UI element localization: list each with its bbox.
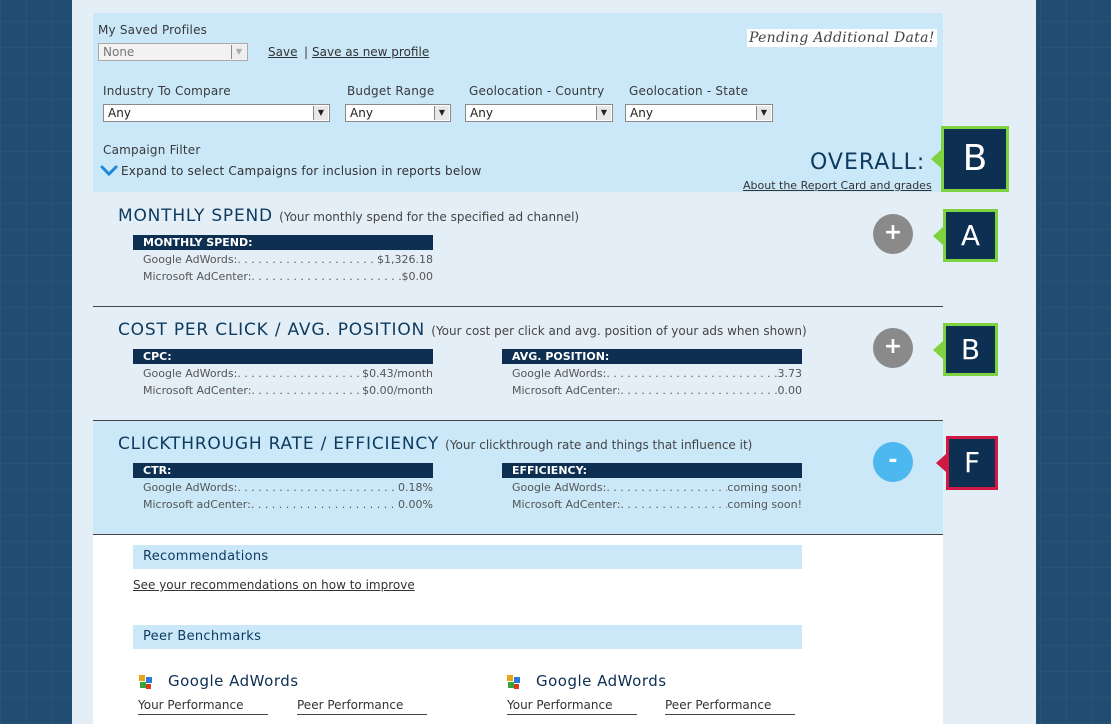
country-label: Geolocation - Country xyxy=(469,84,605,98)
cpc-header: CPC: xyxy=(133,349,433,364)
overall-grade-badge: B xyxy=(941,126,1009,192)
row-value: coming soon! xyxy=(727,481,802,494)
link-separator: | xyxy=(304,45,309,59)
row-value: coming soon! xyxy=(727,498,802,511)
row-label: Microsoft AdCenter: xyxy=(512,498,621,511)
budget-select[interactable] xyxy=(345,104,451,122)
google-adwords-icon xyxy=(506,674,522,690)
row-label: Microsoft AdCenter: xyxy=(512,384,621,397)
your-performance-header: Your Performance xyxy=(507,698,637,715)
right-background xyxy=(1036,0,1111,724)
chevron-down-icon: ▼ xyxy=(313,106,328,120)
expand-toggle-button[interactable]: + xyxy=(873,214,913,254)
cpc-grade-badge: B xyxy=(943,323,998,376)
peer-performance-header: Peer Performance xyxy=(297,698,427,715)
position-row-adcenter xyxy=(512,384,802,397)
avg-position-header: AVG. POSITION: xyxy=(502,349,802,364)
saved-profile-select[interactable] xyxy=(98,43,248,61)
benchmark-left-title: Google AdWords xyxy=(168,672,299,690)
state-value: Any xyxy=(630,106,653,120)
chevron-down-icon: ▼ xyxy=(596,106,611,120)
spend-row-adwords xyxy=(143,253,433,266)
chevron-down-icon: ▼ xyxy=(231,45,246,59)
collapse-toggle-button[interactable]: - xyxy=(873,442,913,482)
chevron-down-icon: ▼ xyxy=(434,106,449,120)
peer-performance-header: Peer Performance xyxy=(665,698,795,715)
peer-benchmarks-header: Peer Benchmarks xyxy=(133,625,802,649)
left-background xyxy=(0,0,72,724)
row-value: 0.00% xyxy=(398,498,433,511)
saved-profiles-label: My Saved Profiles xyxy=(98,23,208,37)
recommendations-header: Recommendations xyxy=(133,545,802,569)
row-value: 0.18% xyxy=(398,481,433,494)
efficiency-row-adwords xyxy=(512,481,802,494)
save-link[interactable]: Save xyxy=(268,45,298,59)
campaign-expand-link[interactable]: Expand to select Campaigns for inclusion in reports below xyxy=(121,164,482,178)
ctr-row-adcenter xyxy=(143,498,433,511)
google-adwords-icon xyxy=(138,674,154,690)
section-title xyxy=(118,434,752,454)
row-value: $0.00 xyxy=(401,270,433,283)
row-label: Google AdWords: xyxy=(143,253,238,266)
section-title xyxy=(118,320,807,340)
expand-chevron-icon[interactable] xyxy=(100,163,118,177)
position-row-adwords xyxy=(512,367,802,380)
ctr-header: CTR: xyxy=(133,463,433,478)
save-new-profile-link[interactable]: Save as new profile xyxy=(312,45,430,59)
row-label: Microsoft AdCenter: xyxy=(143,270,252,283)
state-select[interactable] xyxy=(625,104,773,122)
your-performance-header: Your Performance xyxy=(138,698,268,715)
section-subtitle: (Your cost per click and avg. position of your ads when shown) xyxy=(431,324,807,338)
section-title xyxy=(118,206,579,226)
spend-grade-badge: A xyxy=(943,209,998,262)
monthly-spend-header: MONTHLY SPEND: xyxy=(133,235,433,250)
ctr-grade-badge: F xyxy=(946,436,998,490)
cpc-row-adcenter xyxy=(143,384,433,397)
row-label: Microsoft AdCenter: xyxy=(143,384,252,397)
row-value: $1,326.18 xyxy=(377,253,433,266)
state-label: Geolocation - State xyxy=(629,84,749,98)
expand-toggle-button[interactable]: + xyxy=(873,328,913,368)
section-subtitle: (Your clickthrough rate and things that influence it) xyxy=(445,438,753,452)
country-value: Any xyxy=(470,106,493,120)
ctr-row-adwords xyxy=(143,481,433,494)
section-title-text: CLICKTHROUGH RATE / EFFICIENCY xyxy=(118,434,439,454)
recommendations-link[interactable]: See your recommendations on how to improve xyxy=(133,578,415,592)
saved-profile-value: None xyxy=(103,45,135,59)
row-label: Google AdWords: xyxy=(512,481,607,494)
industry-select[interactable] xyxy=(103,104,330,122)
row-value: 0.00 xyxy=(777,384,802,397)
row-label: Google AdWords: xyxy=(143,367,238,380)
industry-label: Industry To Compare xyxy=(103,84,231,98)
row-value: 3.73 xyxy=(777,367,802,380)
row-label: Google AdWords: xyxy=(512,367,607,380)
about-report-link[interactable]: About the Report Card and grades xyxy=(743,179,932,192)
row-label: Microsoft adCenter: xyxy=(143,498,251,511)
section-subtitle: (Your monthly spend for the specified ad channel) xyxy=(279,210,580,224)
country-select[interactable] xyxy=(465,104,613,122)
budget-label: Budget Range xyxy=(347,84,435,98)
section-title-text: MONTHLY SPEND xyxy=(118,206,273,226)
row-label: Google AdWords: xyxy=(143,481,238,494)
industry-value: Any xyxy=(108,106,131,120)
cpc-row-adwords xyxy=(143,367,433,380)
efficiency-header: EFFICIENCY: xyxy=(502,463,802,478)
row-value: $0.43/month xyxy=(362,367,433,380)
overall-label: OVERALL: xyxy=(810,150,926,175)
row-value: $0.00/month xyxy=(362,384,433,397)
benchmark-right-title: Google AdWords xyxy=(536,672,667,690)
efficiency-row-adcenter xyxy=(512,498,802,511)
chevron-down-icon: ▼ xyxy=(756,106,771,120)
budget-value: Any xyxy=(350,106,373,120)
pending-data-notice: Pending Additional Data! xyxy=(749,30,935,46)
campaign-filter-label: Campaign Filter xyxy=(103,143,201,157)
spend-row-adcenter xyxy=(143,270,433,283)
section-title-text: COST PER CLICK / AVG. POSITION xyxy=(118,320,426,340)
